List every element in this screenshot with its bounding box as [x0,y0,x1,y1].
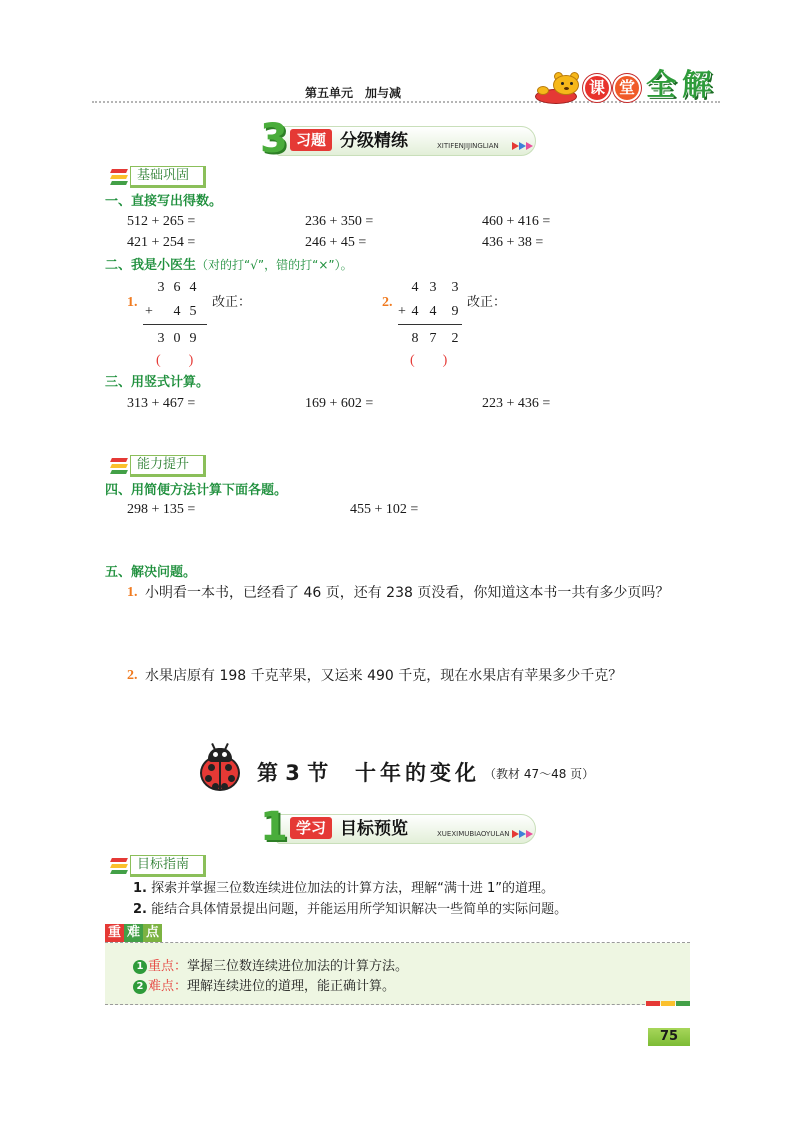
banner-number: 1 [260,804,288,850]
q5-problem-number: 1. [127,585,138,600]
circled-number: 1 [133,960,147,974]
exercise-banner [258,116,538,162]
page-number: 75 [648,1028,690,1046]
q3-item: 223 + 436 = [482,396,551,411]
bear-mascot-icon [535,70,583,106]
banner-tag: 习题 [290,129,332,151]
judge-blank: ( ) [410,353,448,368]
correction-label: 改正： [212,295,252,310]
logo-char-ke: 课 [583,74,611,102]
goal-text: 探索并掌握三位数连续进位加法的计算方法，理解“满十进 1”的道理。 [151,881,554,896]
lesson-section-number: 第 3 节 [257,761,329,785]
subheading-label: 能力提升 [130,455,206,477]
key-point-text: 掌握三位数连续进位加法的计算方法。 [187,959,409,974]
q4-item: 455 + 102 = [350,502,419,517]
q2-title [105,257,353,274]
decorative-bar [646,1001,660,1006]
key-points-dashed-divider [105,942,690,943]
calc-underline [398,324,462,325]
key-point-label: 难点： [148,979,188,994]
q3-item: 169 + 602 = [305,396,374,411]
subheading-goals [108,855,206,877]
logo-char-jie: 解 [682,68,712,103]
banner-number: 3 [260,116,288,162]
calc-digit: 8 [411,331,419,346]
q5-title: 五、解决问题。 [105,565,197,580]
q1-item: 246 + 45 = [305,235,367,250]
q5-problem-text: 水果店原有 198 千克苹果，又运来 490 千克，现在水果店有苹果多少千克？ [145,668,623,684]
decorative-bar [676,1001,690,1006]
key-point-text: 理解连续进位的道理，能正确计算。 [187,979,396,994]
calc-digit: 3 [157,331,165,346]
calc-digit: 6 [173,280,181,295]
q3-title: 三、用竖式计算。 [105,375,210,390]
goal-number: 2. [133,902,147,917]
key-point-item [133,959,408,975]
calc-digit: 3 [429,280,437,295]
calc-underline [143,324,207,325]
goal-number: 1. [133,881,147,896]
lesson-textbook-pages: （教材 47～48 页） [484,767,595,781]
q2-title-main: 二、我是小医生 [105,258,197,273]
q1-item: 512 + 265 = [127,214,196,229]
q3-item: 313 + 467 = [127,396,196,411]
banner-title: 目标预览 [340,819,408,839]
calc-digit: 2 [451,331,459,346]
banner-pinyin: XITIFENJIJINGLIAN [437,142,499,150]
unit-title: 第五单元 加与减 [305,86,402,100]
calc-digit: 9 [189,331,197,346]
logo-char-quan: 全 [646,68,676,103]
q5-problem-number: 2. [127,668,138,683]
decorative-bar [661,1001,675,1006]
q1-item: 460 + 416 = [482,214,551,229]
calc-digit: 3 [451,280,459,295]
stacked-bars-icon [108,169,130,185]
q4-item: 298 + 135 = [127,502,196,517]
stacked-bars-icon [108,458,130,474]
correction-label: 改正： [467,295,507,310]
calc-digit: 0 [173,331,181,346]
ladybug-icon [198,743,242,791]
calc-digit: 4 [173,304,181,319]
subheading-advanced [108,455,206,477]
goal-item [133,881,554,897]
q5-problem-text: 小明看一本书，已经看了 46 页，还有 238 页没看，你知道这本书一共有多少页吗？ [145,585,670,601]
subheading-basic [108,166,206,188]
key-point-item [133,979,395,995]
calc-operator: + [398,304,406,319]
subheading-label: 目标指南 [130,855,206,877]
calc-digit: 5 [189,304,197,319]
logo-char-tang: 堂 [613,74,641,102]
banner-pinyin: XUEXIMUBIAOYULAN [437,830,510,838]
calc-digit: 4 [429,304,437,319]
calc-digit: 9 [451,304,459,319]
calc-digit: 4 [189,280,197,295]
subheading-label: 基础巩固 [130,166,206,188]
lesson-title: 十年的变化 [355,761,480,785]
q2-title-note: （对的打“√”，错的打“×”）。 [196,258,353,272]
goal-text: 能结合具体情景提出问题，并能运用所学知识解决一些简单的实际问题。 [151,902,568,917]
q2-problem-number: 1. [127,295,138,310]
q1-title: 一、直接写出得数。 [105,194,223,209]
stacked-bars-icon [108,858,130,874]
calc-digit: 7 [429,331,437,346]
q1-item: 421 + 254 = [127,235,196,250]
triple-arrow-icon [512,830,536,839]
q1-item: 436 + 38 = [482,235,544,250]
key-point-label: 重点： [148,959,188,974]
goal-item [133,902,567,918]
q1-item: 236 + 350 = [305,214,374,229]
calc-digit: 3 [157,280,165,295]
key-tag-char: 重 [105,924,124,942]
key-tag-char: 难 [124,924,143,942]
key-tag-char: 点 [143,924,162,942]
circled-number: 2 [133,980,147,994]
triple-arrow-icon [512,142,536,151]
q2-problem-number: 2. [382,295,393,310]
banner-title: 分级精练 [340,131,408,151]
q4-title: 四、用简便方法计算下面各题。 [105,483,288,498]
banner-tag: 学习 [290,817,332,839]
calc-operator: + [145,304,153,319]
calc-digit: 4 [411,280,419,295]
calc-digit: 4 [411,304,419,319]
learning-banner [258,804,538,850]
judge-blank: ( ) [156,353,194,368]
